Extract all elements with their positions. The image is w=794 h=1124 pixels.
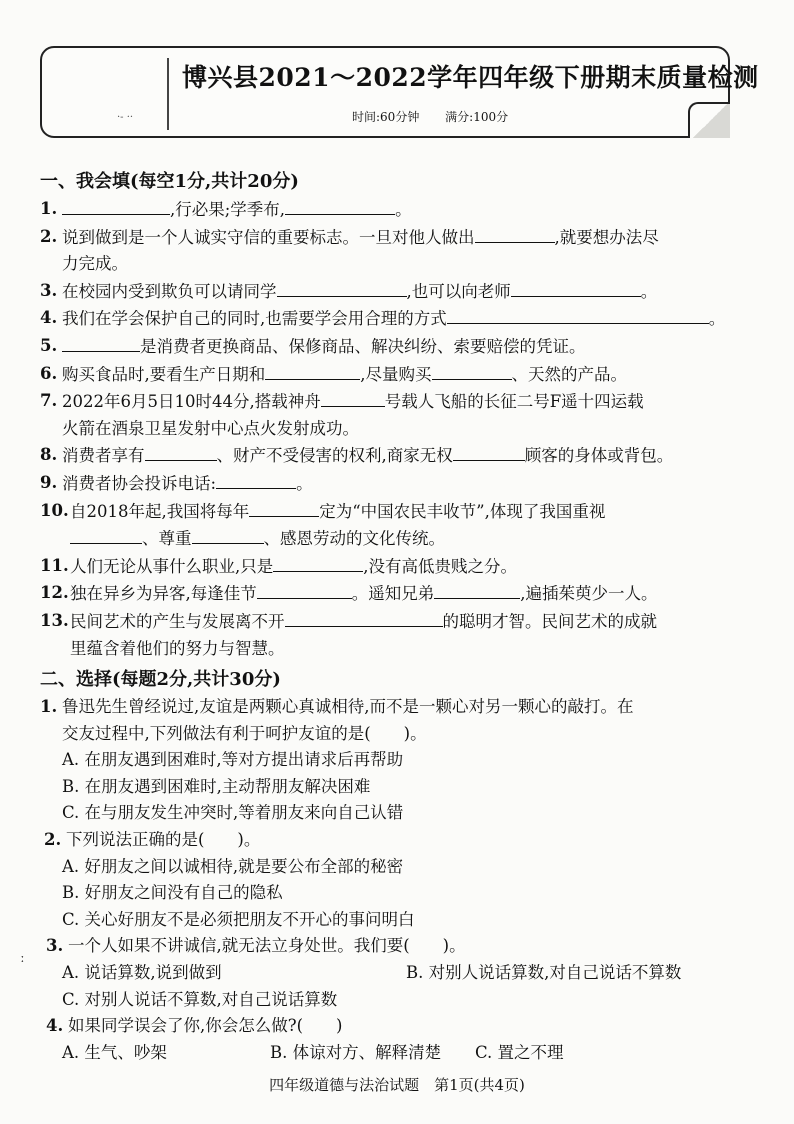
fill-question-2: 2. 说到做到是一个人诚实守信的重要标志。一旦对他人做出 ,就要想办法尽 力完成。 — [40, 224, 745, 278]
answer-blank[interactable] — [265, 361, 360, 380]
page-footer: 四年级道德与法治试题 第1页(共4页) — [269, 1076, 525, 1094]
section-1-title: 一、我会填(每空1分,共计20分) — [40, 171, 299, 192]
choice-option[interactable]: C. 关心好朋友不是必须把朋友不开心的事问明白 — [62, 909, 415, 929]
exam-title: 博兴县2021～2022学年四年级下册期末质量检测 — [182, 63, 759, 92]
section-2-title: 二、选择(每题2分,共计30分) — [40, 669, 281, 691]
fill-question-13: 13. 民间艺术的产生与发展离不开 的聪明才智。民间艺术的成就 里蕴含着他们的努力与智慧。 — [40, 608, 745, 662]
choice-option[interactable]: B. 体谅对方、解释清楚 — [270, 1042, 442, 1062]
choice-option[interactable]: A. 说话算数,说到做到 — [62, 963, 222, 983]
answer-blank[interactable] — [145, 442, 217, 461]
fill-question-6: 6. 购买食品时,要看生产日期和 ,尽量购买 、天然的产品。 — [40, 361, 745, 389]
edge-mark: ː — [20, 950, 25, 966]
choice-option[interactable]: A. 在朋友遇到困难时,等对方提出请求后再帮助 — [62, 750, 404, 770]
choice-options-row — [40, 1040, 745, 1067]
answer-blank[interactable] — [321, 388, 385, 407]
answer-blank[interactable] — [285, 196, 395, 215]
answer-blank[interactable] — [434, 580, 520, 599]
choice-option[interactable]: C. 置之不理 — [475, 1042, 564, 1062]
page-fold-icon — [688, 102, 730, 138]
answer-blank[interactable] — [70, 525, 142, 544]
fill-question-5: 5. 是消费者更换商品、保修商品、解决纠纷、索要赔偿的凭证。 — [40, 333, 745, 361]
exam-content — [40, 166, 745, 1066]
answer-blank[interactable] — [432, 361, 512, 380]
choice-question-4: 4. 如果同学误会了你,你会怎么做?( ) — [46, 1016, 343, 1036]
choice-option[interactable]: B. 好朋友之间没有自己的隐私 — [62, 883, 283, 903]
fill-question-3: 3. 在校园内受到欺负可以请同学 ,也可以向老师 。 — [40, 278, 745, 306]
fill-question-12: 12. 独在异乡为异客,每逢佳节 。遥知兄弟 ,遍插茱萸少一人。 — [40, 580, 745, 608]
answer-blank[interactable] — [62, 196, 170, 215]
answer-blank[interactable] — [192, 525, 264, 544]
fill-question-11: 11. 人们无论从事什么职业,只是 ,没有高低贵贱之分。 — [40, 553, 745, 581]
choice-option[interactable]: A. 生气、吵架 — [62, 1042, 167, 1062]
fill-question-7: 7. 2022年6月5日10时44分,搭载神舟 号载人飞船的长征二号F遥十四运载 火箭在酒泉卫星发射中心点火发射成功。 — [40, 388, 745, 442]
answer-blank[interactable] — [277, 278, 407, 297]
answer-blank[interactable] — [453, 442, 525, 461]
exam-time: 时间:60分钟 — [352, 110, 420, 124]
answer-blank[interactable] — [273, 553, 363, 572]
choice-option[interactable]: B. 对别人说话算数,对自己说话不算数 — [406, 963, 682, 983]
fill-question-8: 8. 消费者享有 、财产不受侵害的权利,商家无权 顾客的身体或背包。 — [40, 442, 745, 470]
header-box — [40, 46, 759, 138]
choice-option[interactable]: B. 在朋友遇到困难时,主动帮朋友解决困难 — [62, 776, 371, 796]
choice-option[interactable]: C. 对别人说话不算数,对自己说话算数 — [62, 989, 338, 1009]
answer-blank[interactable] — [62, 333, 140, 352]
answer-blank[interactable] — [257, 580, 352, 599]
choice-option[interactable]: A. 好朋友之间以诚相待,就是要公布全部的秘密 — [62, 856, 404, 876]
answer-blank[interactable] — [216, 470, 296, 489]
choice-option[interactable]: C. 在与朋友发生冲突时,等着朋友来向自己认错 — [62, 803, 404, 823]
fill-question-9: 9. 消费者协会投诉电话: 。 — [40, 470, 745, 498]
exam-score: 满分:100分 — [445, 110, 509, 124]
answer-blank[interactable] — [511, 278, 641, 297]
answer-blank[interactable] — [249, 498, 319, 517]
decorative-dots: ·- ·· — [117, 112, 134, 123]
answer-blank[interactable] — [285, 608, 443, 627]
choice-question-3: 3. 一个人如果不讲诚信,就无法立身处世。我们要( )。 — [46, 936, 466, 956]
answer-blank[interactable] — [475, 224, 555, 243]
choice-question-2: 2. 下列说法正确的是( )。 — [44, 830, 261, 850]
choice-question-1: 1. 鲁迅先生曾经说过,友谊是两颗心真诚相待,而不是一颗心对另一颗心的敲打。在 交友过程中,下列做法有利于呵护友谊的是( )。 — [40, 697, 634, 743]
answer-blank[interactable] — [447, 305, 709, 324]
exam-meta — [352, 108, 508, 125]
fill-question-4: 4. 我们在学会保护自己的同时,也需要学会用合理的方式 。 — [40, 305, 745, 333]
choice-options-row — [40, 960, 745, 987]
fill-question-1: 1. ,行必果;学季布, 。 — [40, 196, 745, 224]
fill-question-10: 10. 自2018年起,我国将每年 定为“中国农民丰收节”,体现了我国重视 、尊重 、感恩劳动的文化传统。 — [40, 498, 745, 553]
header-divider — [167, 58, 169, 130]
